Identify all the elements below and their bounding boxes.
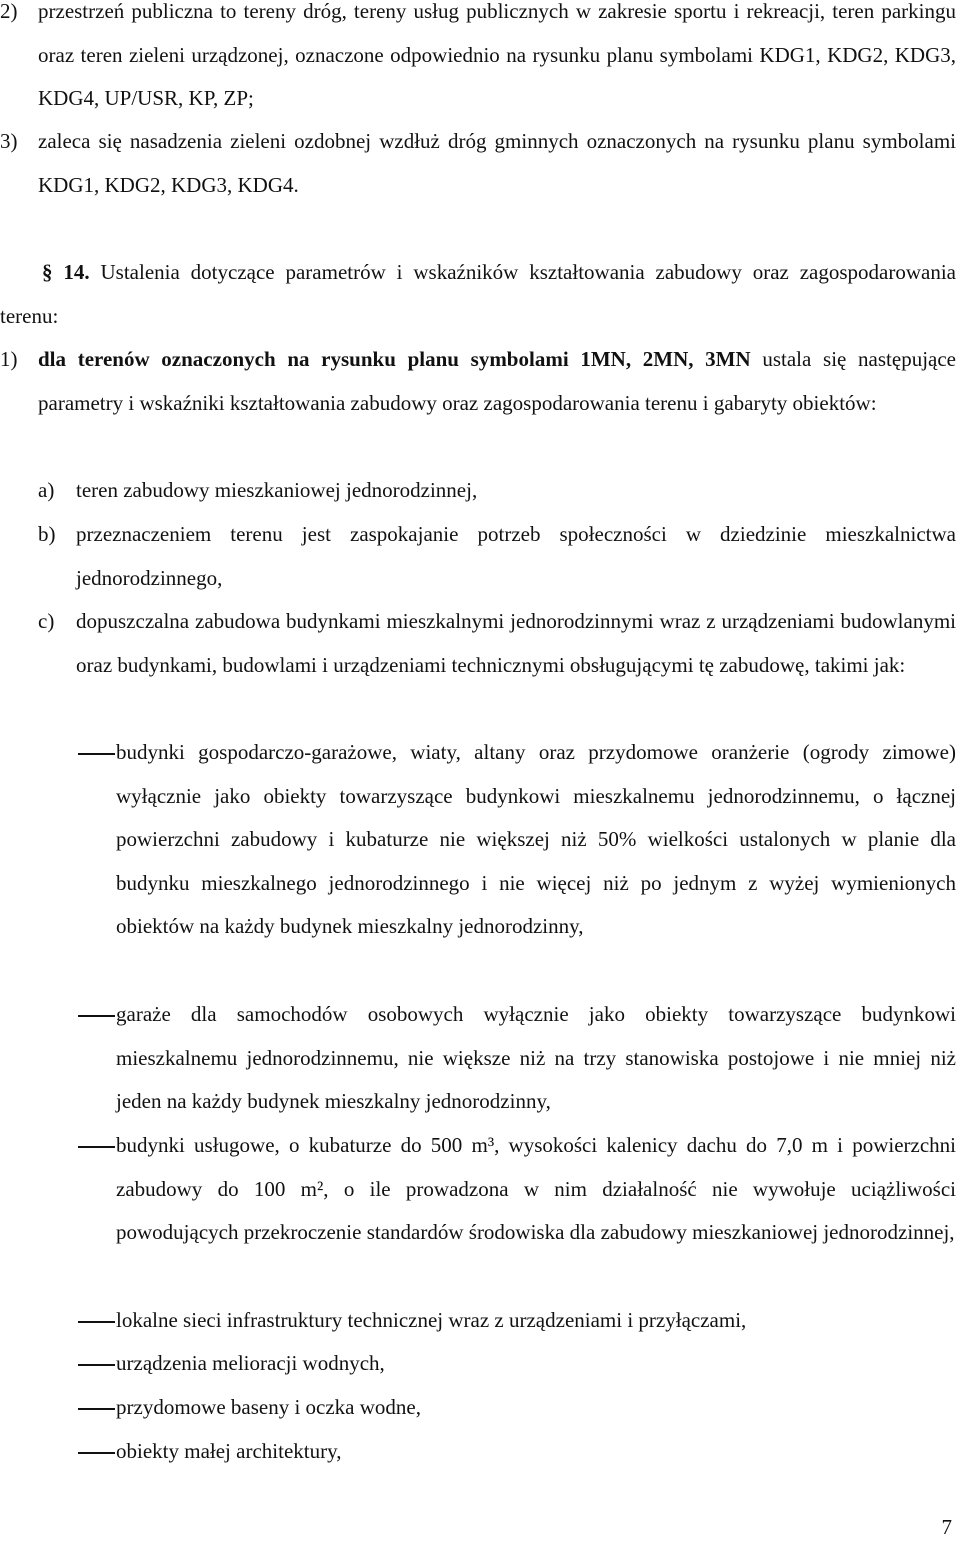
point-number: 1) — [0, 347, 18, 371]
dash-item-text: lokalne sieci infrastruktury technicznej wraz z urządzeniami i przyłączami, — [116, 1308, 747, 1332]
dash-bullet-icon — [78, 753, 115, 755]
dash-item-text: garaże dla samochodów osobowych wyłącznie jako obiekty towarzyszące budynkowi mieszkalnemu jednorodzinnemu, nie większe niż na trzy stanowiska postojowe i nie mniej niż jeden na każdy budynek mieszkalny jednorodzinny, — [116, 1002, 956, 1114]
letter-label: c) — [38, 609, 55, 633]
dash-item-text: obiekty małej architektury, — [116, 1439, 342, 1463]
section-sign: § — [42, 260, 53, 284]
dash-bullet-icon — [78, 1408, 115, 1410]
letter-text: teren zabudowy mieszkaniowej jednorodzinnej, — [76, 478, 478, 502]
item-text: przestrzeń publiczna to tereny dróg, tereny usług publicznych w zakresie sportu i rekreacji, teren parkingu oraz teren zieleni urządzonej, oznaczone odpowiednio na rysunku planu symbolami KDG1, KDG2, KDG3, KDG4, UP/USR, KP, ZP; — [38, 0, 956, 111]
dash-bullet-icon — [78, 1321, 115, 1323]
item-text: zaleca się nasadzenia zieleni ozdobnej wzdłuż dróg gminnych oznaczonych na rysunku planu symbolami KDG1, KDG2, KDG3, KDG4. — [38, 129, 956, 197]
point-regular-text: ustala się następujące parametry i wskaźniki kształtowania zabudowy oraz zagospodarowania terenu i gabaryty obiektów: — [38, 347, 956, 415]
dash-item-text: budynki usługowe, o kubaturze do 500 m³, wysokości kalenicy dachu do 7,0 m i powierzchni zabudowy do 100 m², o ile prowadzona w nim działalność nie wywołuje uciążliwości powodujących przekroczenie standardów środowiska dla zabudowy mieszkaniowej jednorodzinnej, — [116, 1133, 956, 1245]
page-number: 7 — [941, 1515, 952, 1539]
dash-item-text: urządzenia melioracji wodnych, — [116, 1351, 385, 1375]
section-number: 14. — [63, 260, 90, 284]
point-text — [38, 338, 956, 425]
dash-bullet-icon — [78, 1364, 115, 1366]
dash-bullet-icon — [78, 1452, 115, 1454]
dash-item-text: przydomowe baseny i oczka wodne, — [116, 1395, 421, 1419]
letter-text: przeznaczeniem terenu jest zaspokajanie potrzeb społeczności w dziedzinie mieszkalnictwa jednorodzinnego, — [76, 522, 956, 590]
item-number: 3) — [0, 129, 18, 153]
letter-label: a) — [38, 478, 55, 502]
dash-bullet-icon — [78, 1146, 115, 1148]
item-number: 2) — [0, 0, 18, 23]
letter-label: b) — [38, 522, 56, 546]
dash-bullet-icon — [78, 1015, 115, 1017]
section-text: Ustalenia dotyczące parametrów i wskaźników kształtowania zabudowy oraz zagospodarowania terenu: — [0, 260, 956, 328]
letter-text: dopuszczalna zabudowa budynkami mieszkalnymi jednorodzinnymi wraz z urządzeniami budowlanymi oraz budynkami, budowlami i urządzeniami technicznymi obsługującymi tę zabudowę, takimi jak: — [76, 609, 956, 677]
section-paragraph — [0, 251, 956, 338]
dash-item-text: budynki gospodarczo-garażowe, wiaty, altany oraz przydomowe oranżerie (ogrody zimowe) wyłącznie jako obiekty towarzyszące budynkowi mieszkalnemu jednorodzinnemu, o łącznej powierzchni zabudowy i kubaturze nie większej niż 50% wielkości ustalonych w planie dla budynku mieszkalnego jednorodzinnego i nie więcej niż po jednym z wyżej wymienionych obiektów na każdy budynek mieszkalny jednorodzinny, — [116, 740, 956, 939]
point-bold-text: dla terenów oznaczonych na rysunku planu symbolami 1MN, 2MN, 3MN — [38, 347, 751, 371]
